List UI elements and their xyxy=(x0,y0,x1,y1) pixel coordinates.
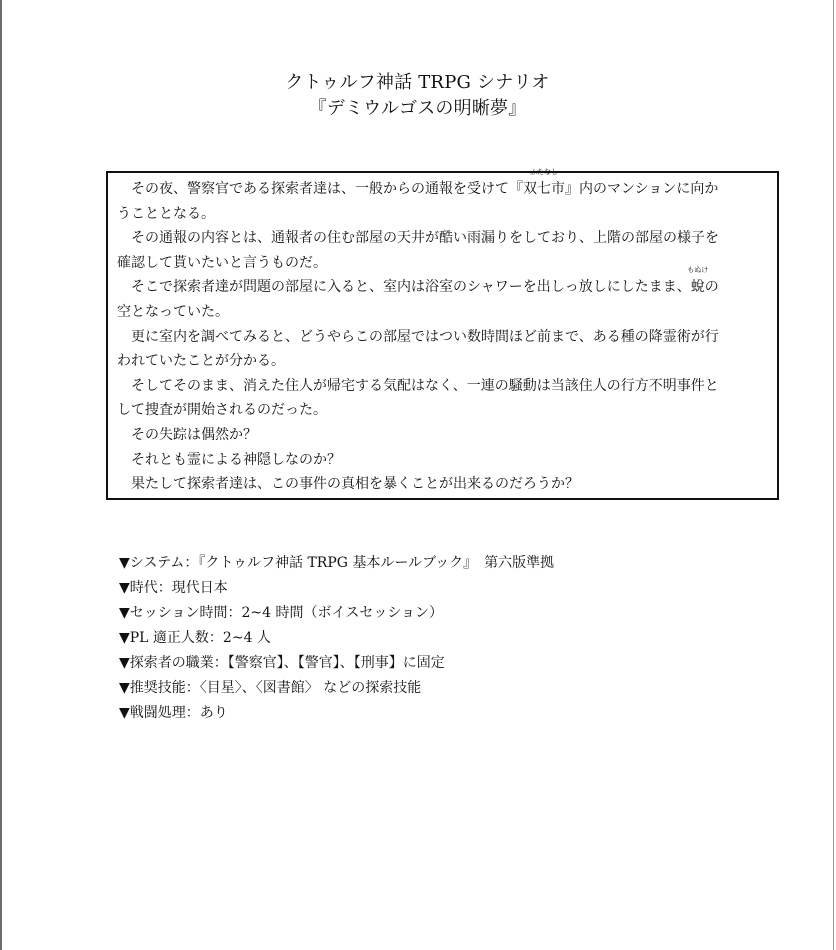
synopsis-line: うこととなる。 xyxy=(117,205,215,222)
info-occupation: ▼探索者の職業：【警察官】、【警官】、【刑事】に固定 xyxy=(119,655,445,671)
info-player-count: ▼PL 適正人数：2~4 人 xyxy=(119,630,271,646)
synopsis-text: そこで探索者達が問題の部屋に入ると、室内は浴室のシャワーを出しっ放しにしたまま、 xyxy=(117,279,691,296)
ruby-annotation: ふたなし xyxy=(530,168,558,176)
title-line-system: クトゥルフ神話 TRPG シナリオ xyxy=(285,72,550,93)
synopsis-line: 確認して貰いたいと言うものだ。 xyxy=(117,254,327,271)
synopsis-line: 果たして探索者達は、この事件の真相を暴くことが出来るのだろうか？ xyxy=(117,476,579,493)
info-session-time: ▼セッション時間：2~4 時間（ボイスセッション） xyxy=(119,605,444,621)
synopsis-line: 更に室内を調べてみると、どうやらこの部屋ではつい数時間ほど前まで、ある種の降霊術が行 xyxy=(117,328,719,345)
synopsis-line: その失踪は偶然か？ xyxy=(117,426,257,443)
ruby-city-name xyxy=(523,168,565,202)
ruby-base: 蛻 xyxy=(690,279,705,296)
synopsis-line: 空となっていた。 xyxy=(117,303,229,320)
synopsis-line xyxy=(117,168,768,202)
ruby-base: 双七市 xyxy=(523,181,565,197)
ruby-empty-shell xyxy=(687,266,709,300)
synopsis-text: 』内のマンションに向か xyxy=(565,181,719,197)
scenario-info-list xyxy=(119,551,799,726)
info-combat: ▼戦闘処理：あり xyxy=(119,705,228,721)
info-recommended-skills: ▼推奨技能：〈目星〉、〈図書館〉 などの探索技能 xyxy=(119,680,422,696)
info-era: ▼時代：現代日本 xyxy=(119,580,228,596)
synopsis-line: して捜査が開始されるのだった。 xyxy=(117,402,327,419)
synopsis-line: われていたことが分かる。 xyxy=(117,353,285,370)
synopsis-line: その通報の内容とは、通報者の住む部屋の天井が酷い雨漏りをしており、上階の部屋の様子を xyxy=(117,230,719,247)
synopsis-line: それとも霊による神隠しなのか？ xyxy=(117,451,341,468)
scenario-title xyxy=(2,70,833,122)
synopsis-text: の xyxy=(704,279,719,296)
ruby-annotation: もぬけ xyxy=(687,266,709,275)
synopsis-text: その夜、警察官である探索者達は、一般からの通報を受けて『 xyxy=(117,181,523,197)
synopsis-line xyxy=(117,266,768,300)
info-system: ▼システム：『クトゥルフ神話 TRPG 基本ルールブック』 第六版準拠 xyxy=(119,555,555,571)
synopsis-box xyxy=(106,168,779,500)
title-line-scenario-name: 『デミウルゴスの明晰夢』 xyxy=(308,98,527,119)
synopsis-line: そしてそのまま、消えた住人が帰宅する気配はなく、一連の騒動は当該住人の行方不明事件と xyxy=(117,377,719,394)
